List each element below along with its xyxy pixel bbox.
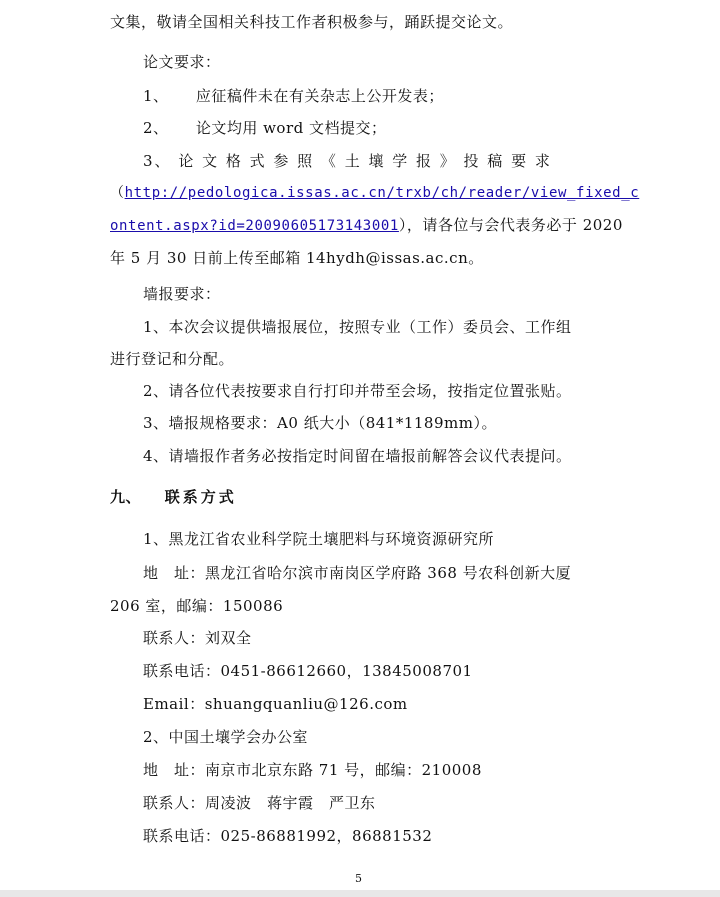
paper-requirements-title: 论文要求： [143,53,221,71]
item-text: 、 论 文 格 式 参 照 《 土 壤 学 报 》 投 稿 要 求 [154,152,552,170]
section-number: 九、 [110,488,142,506]
contact-2-persons: 联系人：周凌波 蒋宇霞 严卫东 [143,794,376,812]
link-line-1 [110,183,639,203]
contact-2-address: 地 址：南京市北京东路 71 号，邮编：210008 [143,761,482,779]
page-bottom-edge [0,890,720,897]
page-number: 5 [355,872,362,885]
journal-link-part1[interactable]: http://pedologica.issas.ac.cn/trxb/ch/reader/view_fixed_c [124,185,640,201]
contact-1-phone: 联系电话：0451-86612660，13845008701 [143,662,473,680]
after-link-text: ），请各位与会代表务必于 2020 [398,216,623,234]
contact-1-org: 1、黑龙江省农业科学院土壤肥料与环境资源研究所 [143,530,495,548]
contact-1-email[interactable]: Email：shuangquanliu@126.com [143,695,408,713]
poster-requirements-title: 墙报要求： [143,285,221,303]
contact-2-phone: 联系电话：025-86881992，86881532 [143,827,433,845]
item-number: 2、 [143,119,169,137]
item-text: 论文均用 word 文档提交； [195,119,387,137]
intro-line: 文集，敬请全国相关科技工作者积极参与，踊跃提交论文。 [110,13,514,31]
paper-req-item-2 [143,118,387,138]
journal-link-part2[interactable]: ontent.aspx?id=20090605173143001 [110,218,399,234]
section-title: 联系方式 [164,488,237,506]
poster-req-item-4: 4、请墙报作者务必按指定时间留在墙报前解答会议代表提问。 [143,447,572,465]
poster-req-item-1b: 进行登记和分配。 [110,350,235,368]
item-text: 应征稿件未在有关杂志上公开发表； [195,87,444,105]
contact-2-org: 2、中国土壤学会办公室 [143,728,309,746]
deadline-line: 年 5 月 30 日前上传至邮箱 14hydh@issas.ac.cn。 [110,249,484,267]
link-line-2 [110,215,623,236]
item-number: 1、 [143,87,169,105]
paper-req-item-3 [143,151,552,171]
open-paren: （ [110,185,125,201]
poster-req-item-1a: 1、本次会议提供墙报展位，按照专业（工作）委员会、工作组 [143,318,572,336]
poster-req-item-3: 3、墙报规格要求：A0 纸大小（841*1189mm）。 [143,414,497,432]
section-9-heading [110,487,237,507]
contact-1-address-b: 206 室，邮编：150086 [110,597,284,615]
paper-req-item-1 [143,86,444,106]
poster-req-item-2: 2、请各位代表按要求自行打印并带至会场，按指定位置张贴。 [143,382,572,400]
contact-1-person: 联系人：刘双全 [143,629,252,647]
contact-1-address-a: 地 址：黑龙江省哈尔滨市南岗区学府路 368 号农科创新大厦 [143,564,572,582]
item-number: 3 [143,152,155,170]
